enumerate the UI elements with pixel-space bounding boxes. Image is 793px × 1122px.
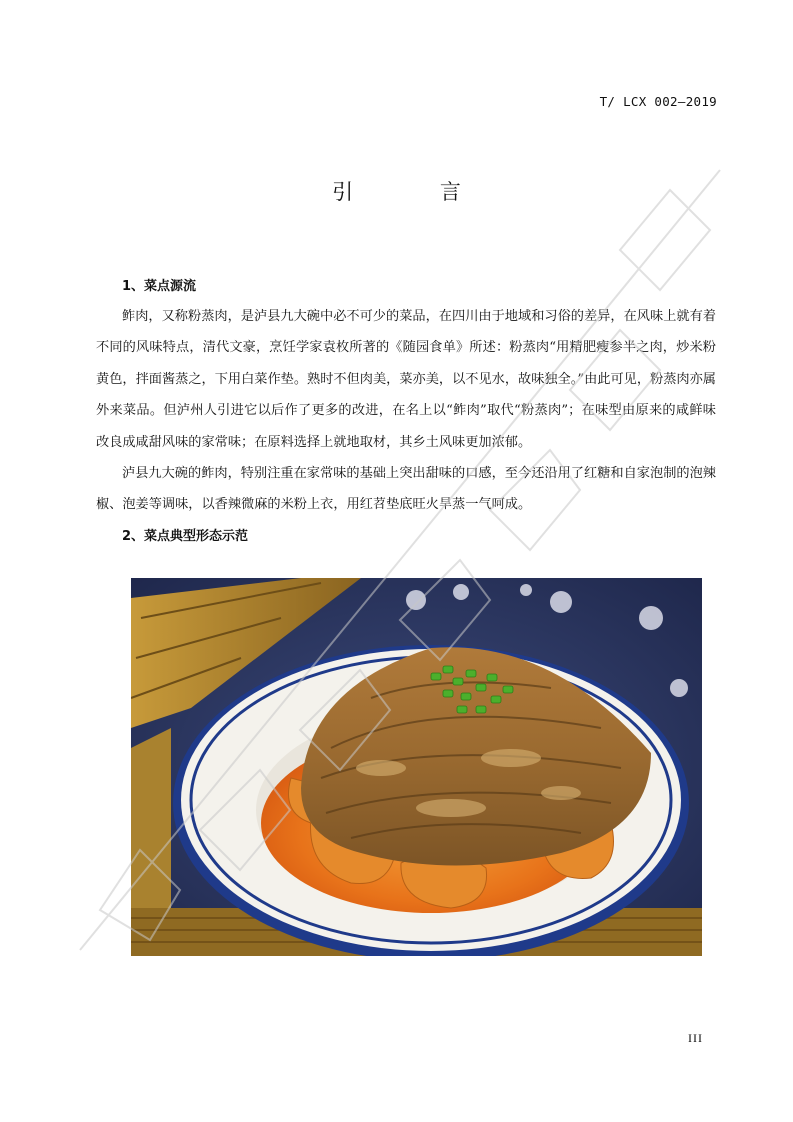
page-title: 引 言 (332, 180, 501, 204)
section-heading-typical-form: 2、菜点典型形态示范 (122, 529, 249, 544)
standard-code: T/ LCX 002—2019 (599, 94, 717, 109)
paragraph-origin: 鲊肉，又称粉蒸肉，是泸县九大碗中必不可少的菜品，在四川由于地域和习俗的差异，在风味上就有着不同的风味特点，清代文豪，烹饪学家袁枚所著的《随园食单》所述：粉蒸肉“用精肥瘦参半之肉，炒米粉黄色，拌面酱蒸之，下用白菜作垫。熟时不但肉美，菜亦美，以不见水，故味独全。”由此可见，粉蒸肉亦属外来菜品。但泸州人引进它以后作了更多的改进，在名上以“鲊肉”取代“粉蒸肉”；在味型由原来的咸鲜味改良成咸甜风味的家常味；在原料选择上就地取材，其乡土风味更加浓郁。 (96, 309, 716, 450)
paragraph-luxian: 泸县九大碗的鲊肉，特别注重在家常味的基础上突出甜味的口感，至今还沿用了红糖和自家泡制的泡辣椒、泡姜等调味，以香辣微麻的米粉上衣，用红苕垫底旺火旱蒸一气呵成。 (96, 466, 716, 513)
section-origin-body (96, 301, 716, 458)
section-heading-origin: 1、菜点源流 (122, 279, 197, 294)
section-origin-body-2 (96, 458, 716, 521)
page-number: III (688, 1031, 703, 1045)
dish-photo (131, 578, 702, 956)
